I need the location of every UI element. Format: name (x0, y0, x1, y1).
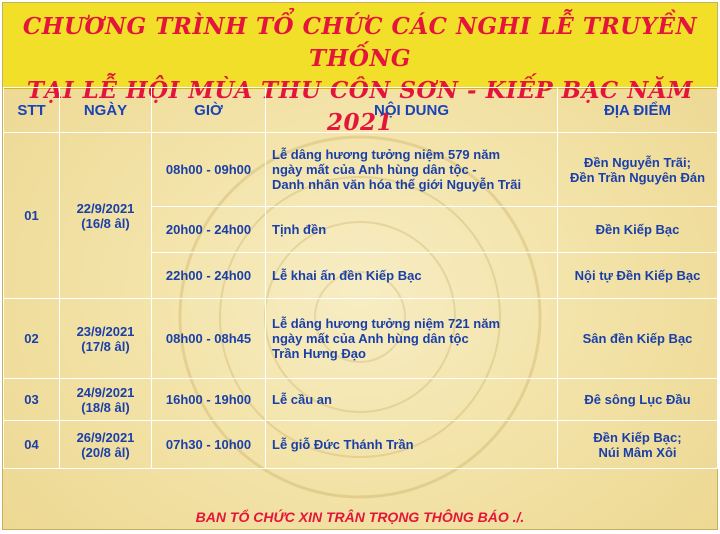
schedule-table (3, 87, 718, 469)
cell-gio: 22h00 - 24h00 (152, 253, 266, 299)
table-row (4, 133, 718, 207)
cell-stt: 03 (4, 379, 60, 421)
announcement-poster (2, 2, 718, 530)
cell-gio: 07h30 - 10h00 (152, 421, 266, 469)
cell-gio: 16h00 - 19h00 (152, 379, 266, 421)
cell-noi-dung: Lễ dâng hương tưởng niệm 721 năm ngày mất của Anh hùng dân tộc Trần Hưng Đạo (266, 299, 558, 379)
cell-noi-dung: Lễ giỗ Đức Thánh Trần (266, 421, 558, 469)
cell-dia-diem: Đền Kiếp Bạc (558, 207, 718, 253)
cell-stt: 02 (4, 299, 60, 379)
cell-stt: 01 (4, 133, 60, 299)
header-dia-diem: ĐỊA ĐIỂM (558, 88, 718, 133)
table-row (4, 379, 718, 421)
footer-notice: BAN TỔ CHỨC XIN TRÂN TRỌNG THÔNG BÁO ./. (195, 509, 525, 525)
cell-ngay: 22/9/2021 (16/8 âl) (60, 133, 152, 299)
cell-gio: 08h00 - 09h00 (152, 133, 266, 207)
cell-noi-dung: Lễ khai ấn đền Kiếp Bạc (266, 253, 558, 299)
header-gio: GIỜ (152, 88, 266, 133)
title-line-2: TẠI LỄ HỘI MÙA THU CÔN SƠN - KIẾP BẠC NĂM 2021 (26, 77, 694, 136)
cell-stt: 04 (4, 421, 60, 469)
header-ngay: NGÀY (60, 88, 152, 133)
cell-dia-diem: Đền Kiếp Bạc; Núi Mâm Xôi (558, 421, 718, 469)
cell-ngay: 26/9/2021 (20/8 âl) (60, 421, 152, 469)
cell-noi-dung: Lễ dâng hương tưởng niệm 579 năm ngày mất của Anh hùng dân tộc - Danh nhân văn hóa thế giới Nguyễn Trãi (266, 133, 558, 207)
title-line-1: CHƯƠNG TRÌNH TỔ CHỨC CÁC NGHI LỄ TRUYỀN THỐNG (22, 13, 698, 72)
cell-gio: 20h00 - 24h00 (152, 207, 266, 253)
cell-dia-diem: Nội tự Đền Kiếp Bạc (558, 253, 718, 299)
header-noi-dung: NỘI DUNG (266, 88, 558, 133)
cell-noi-dung: Lễ cầu an (266, 379, 558, 421)
header-stt: STT (4, 88, 60, 133)
table-row (4, 421, 718, 469)
cell-ngay: 23/9/2021 (17/8 âl) (60, 299, 152, 379)
table-row (4, 299, 718, 379)
schedule-body (4, 133, 718, 469)
table-header-row (4, 88, 718, 133)
cell-noi-dung: Tịnh đền (266, 207, 558, 253)
cell-gio: 08h00 - 08h45 (152, 299, 266, 379)
cell-dia-diem: Đê sông Lục Đầu (558, 379, 718, 421)
cell-dia-diem: Đền Nguyễn Trãi; Đền Trần Nguyên Đán (558, 133, 718, 207)
cell-ngay: 24/9/2021 (18/8 âl) (60, 379, 152, 421)
cell-dia-diem: Sân đền Kiếp Bạc (558, 299, 718, 379)
